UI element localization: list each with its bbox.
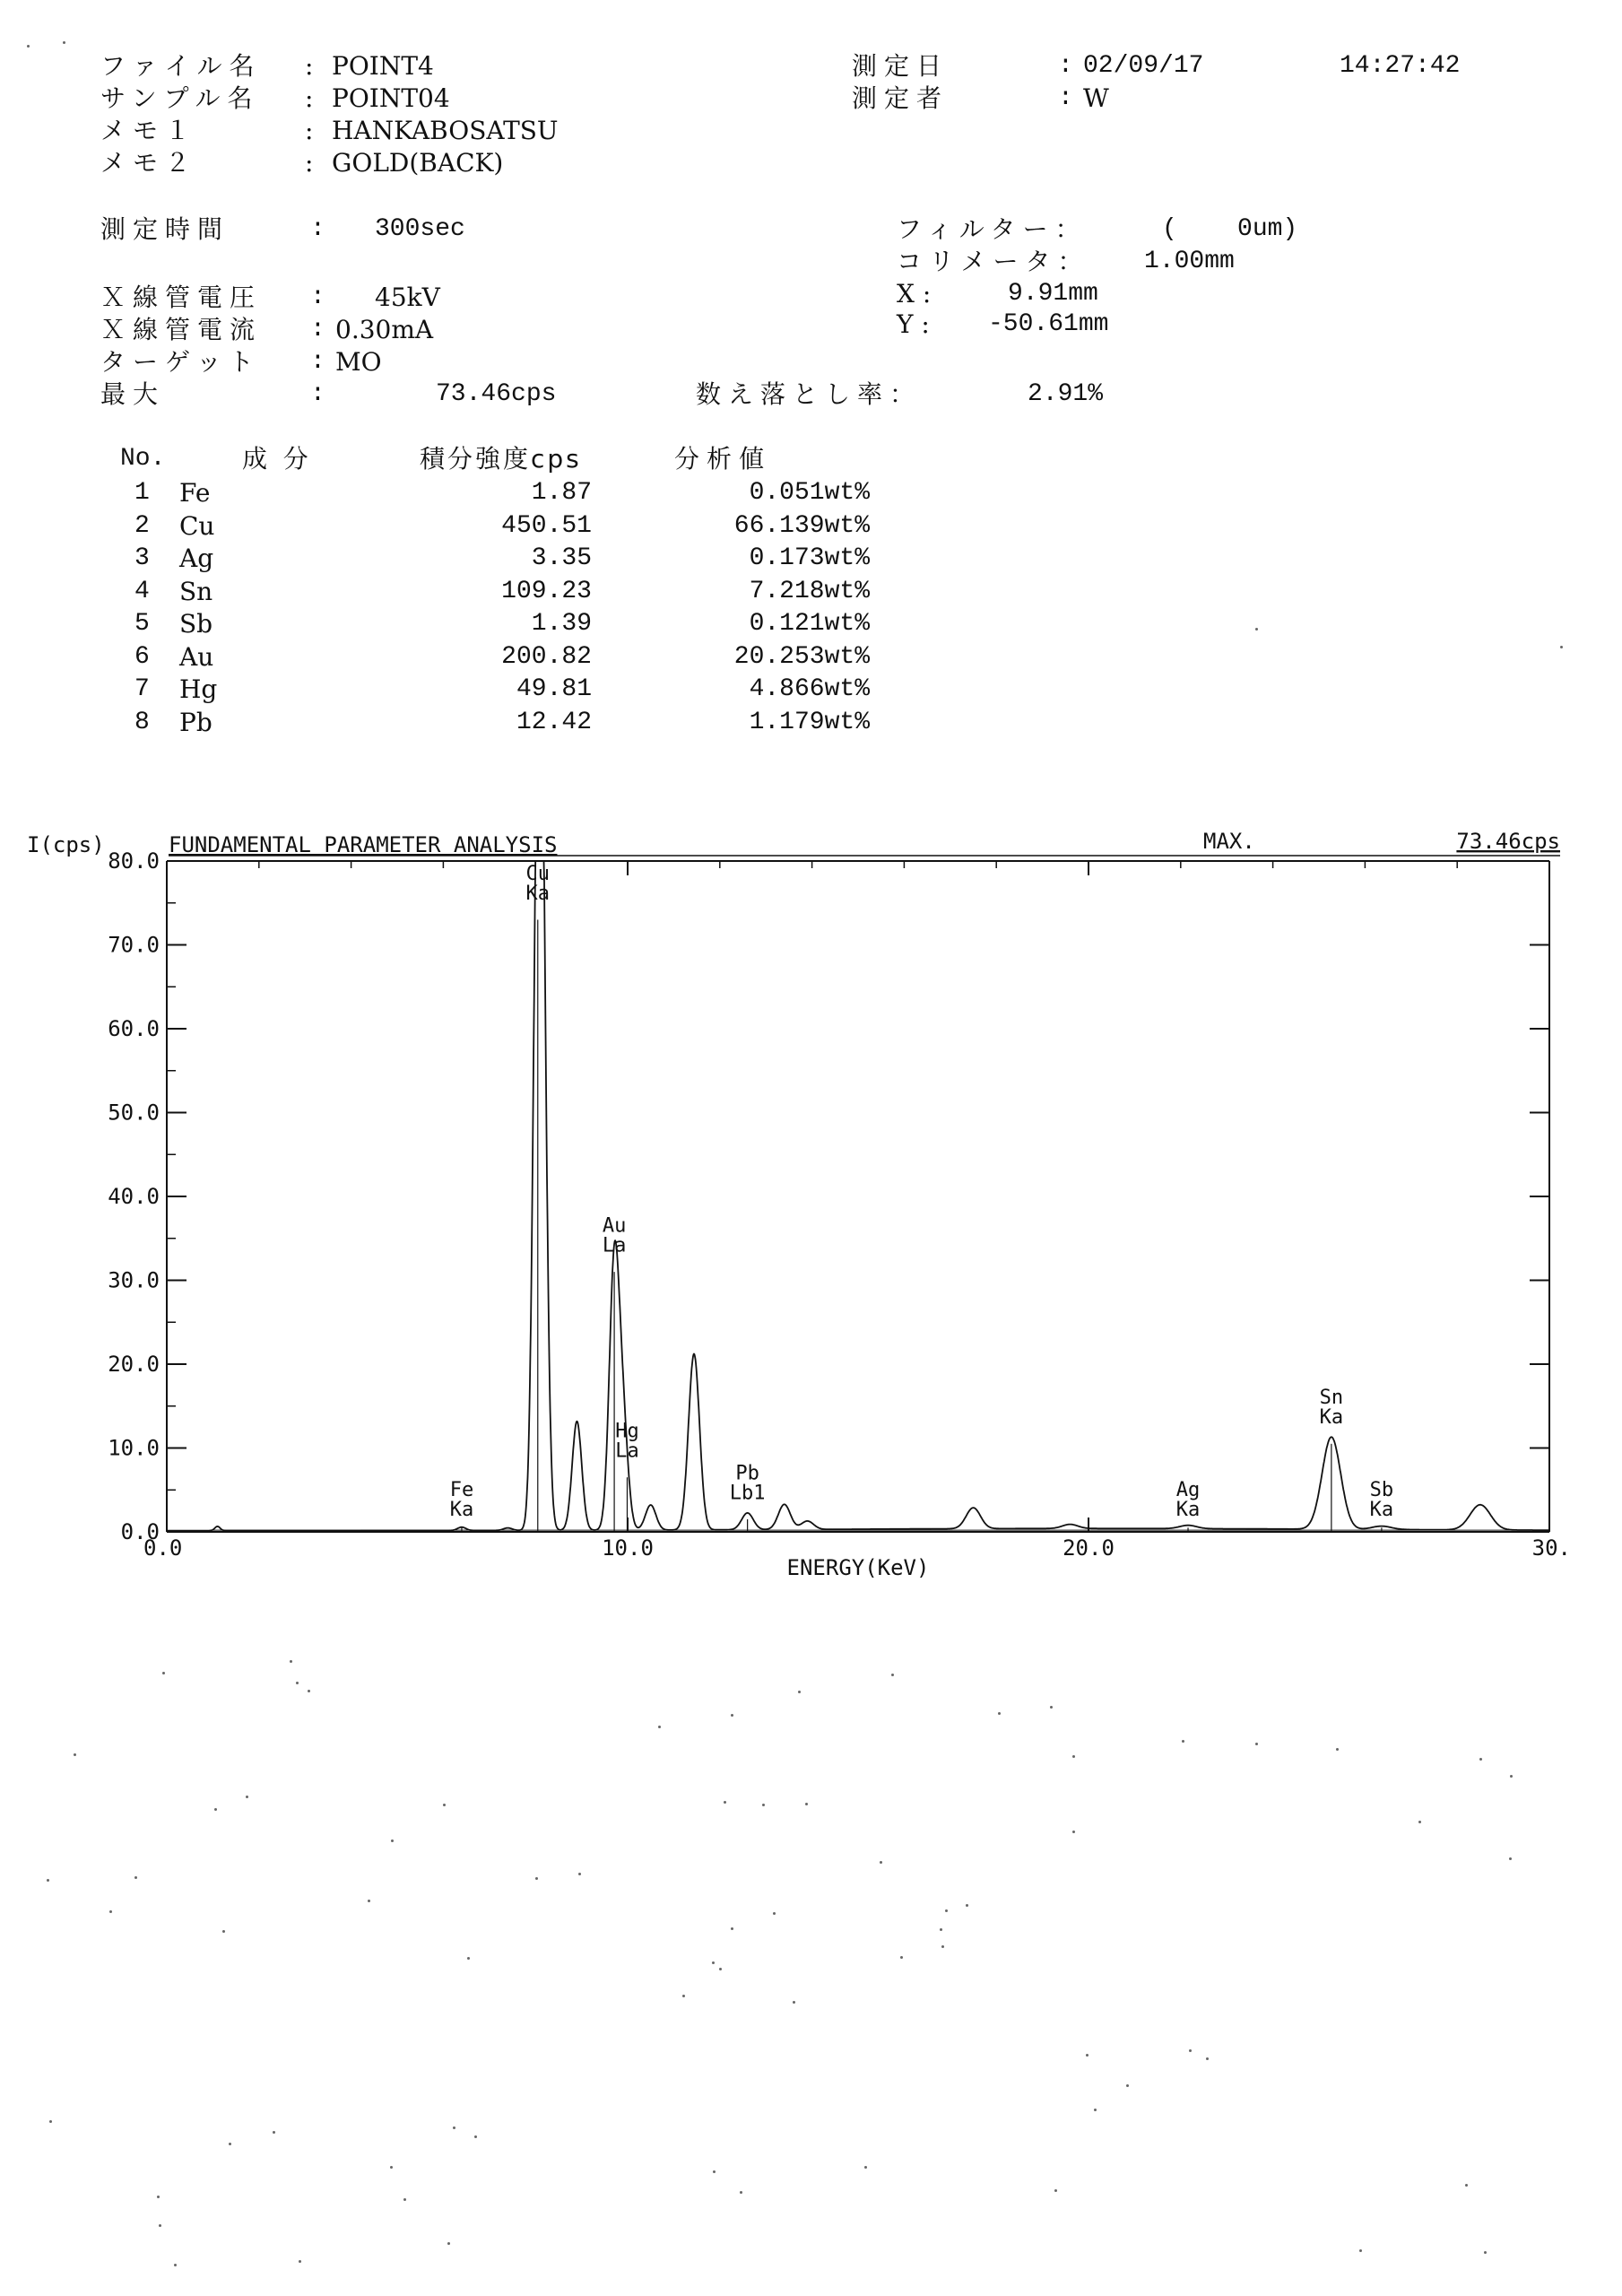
- row-intensity: 49.81: [516, 675, 592, 703]
- scan-speck: [299, 2260, 301, 2263]
- scan-speck: [1510, 1775, 1513, 1778]
- scan-speck: [1560, 646, 1563, 648]
- peak-label-element: Pb: [735, 1462, 759, 1485]
- scan-speck: [390, 2166, 393, 2169]
- peak-label-line: Lb1: [729, 1482, 766, 1505]
- row-value: 4.866wt%: [749, 675, 870, 703]
- scan-speck: [762, 1804, 765, 1806]
- scan-speck: [713, 2170, 716, 2173]
- scan-speck: [731, 1927, 733, 1930]
- scan-speck: [1072, 1755, 1075, 1758]
- scan-speck: [940, 1928, 942, 1931]
- measure-time-value: 300sec: [375, 215, 465, 243]
- peak-label-line: Ka: [449, 1498, 474, 1521]
- y-tick-label: 20.0: [108, 1352, 160, 1377]
- peak-label-line: Ka: [525, 882, 551, 905]
- peak-label-element: Cu: [525, 862, 551, 885]
- filter-value: ( 0um): [1162, 215, 1298, 243]
- scan-speck: [941, 1945, 944, 1948]
- scan-speck: [27, 45, 30, 48]
- row-value: 20.253wt%: [733, 642, 870, 671]
- row-intensity: 3.35: [531, 544, 592, 572]
- scan-speck: [1206, 2057, 1209, 2060]
- scan-speck: [246, 1796, 248, 1798]
- peak-label-line: Ka: [1175, 1498, 1201, 1521]
- scan-speck: [1484, 2251, 1487, 2254]
- scan-speck: [159, 2224, 161, 2227]
- tube-current-colon: :: [310, 316, 325, 344]
- scan-speck: [162, 1672, 165, 1674]
- peak-label-line: Ka: [1369, 1498, 1394, 1521]
- y-tick-label: 60.0: [108, 1016, 160, 1041]
- scan-speck: [214, 1808, 217, 1811]
- scan-speck: [682, 1995, 685, 1997]
- operator-value: W: [1083, 83, 1109, 113]
- scan-speck: [712, 1961, 715, 1964]
- scan-speck: [49, 2120, 52, 2123]
- row-element: Cu: [179, 510, 215, 541]
- dead-time-label: 数え落とし率：: [696, 379, 923, 409]
- scan-speck: [157, 2196, 160, 2198]
- y-tick-label: 40.0: [108, 1184, 160, 1209]
- operator-colon: :: [1058, 84, 1073, 112]
- scan-speck: [535, 1877, 538, 1880]
- row-intensity: 1.87: [531, 479, 592, 507]
- scan-speck: [945, 1909, 948, 1912]
- scan-speck: [805, 1803, 808, 1805]
- scan-speck: [998, 1712, 1001, 1715]
- scan-speck: [453, 2126, 455, 2129]
- scan-speck: [1094, 2109, 1097, 2111]
- scan-speck: [966, 1904, 968, 1907]
- y-tick-label: 50.0: [108, 1100, 160, 1126]
- row-value: 1.179wt%: [749, 708, 870, 736]
- target-label: ターゲット: [100, 347, 261, 377]
- y-axis-label: I(cps): [27, 832, 105, 857]
- time-value: 14:27:42: [1340, 52, 1461, 80]
- y-tick-label: 70.0: [108, 932, 160, 958]
- x-tick-label: 20.0: [1063, 1535, 1115, 1561]
- row-intensity: 109.23: [501, 577, 592, 605]
- dead-time-value: 2.91%: [1028, 380, 1104, 408]
- row-value: 0.051wt%: [749, 479, 870, 507]
- peak-label-element: Sn: [1319, 1387, 1344, 1410]
- scan-speck: [658, 1726, 661, 1728]
- date-value: 02/09/17: [1083, 52, 1204, 80]
- tube-current-label: Ｘ線管電流: [100, 315, 263, 344]
- memo2-value: GOLD(BACK): [332, 148, 504, 178]
- memo2-label: メモ２: [100, 148, 198, 178]
- scan-speck: [719, 1968, 722, 1970]
- x-tick-label: 10.0: [602, 1535, 654, 1561]
- target-colon: :: [310, 348, 325, 376]
- peak-label-element: Fe: [449, 1478, 474, 1501]
- row-no: 4: [134, 577, 150, 605]
- y-position-label: Y :: [897, 309, 930, 339]
- scan-speck: [793, 2001, 795, 2004]
- memo1-colon: :: [305, 116, 314, 145]
- scan-speck: [74, 1753, 76, 1756]
- y-tick-label: 10.0: [108, 1435, 160, 1461]
- scan-speck: [1189, 2049, 1192, 2052]
- scan-speck: [1086, 2054, 1089, 2057]
- col-header-no: No.: [120, 445, 166, 473]
- row-no: 1: [134, 479, 150, 507]
- measure-time-colon: :: [310, 215, 325, 243]
- tube-voltage-label: Ｘ線管電圧: [100, 283, 263, 312]
- y-tick-label: 0.0: [120, 1519, 160, 1544]
- row-element: Hg: [179, 674, 218, 704]
- x-tick-label: 30.: [1531, 1535, 1571, 1561]
- row-element: Ag: [179, 544, 214, 573]
- scan-speck: [1126, 2084, 1129, 2087]
- scan-speck: [1418, 1821, 1421, 1823]
- x-position-label: X :: [897, 279, 932, 309]
- x-tick-label: 0.0: [143, 1535, 183, 1561]
- col-header-value: 分析値: [674, 444, 772, 474]
- scan-speck: [403, 2198, 406, 2201]
- scan-speck: [447, 2242, 450, 2245]
- scan-speck: [229, 2143, 231, 2145]
- scan-speck: [443, 1804, 446, 1806]
- scan-speck: [1359, 2249, 1362, 2252]
- peak-label-element: Au: [602, 1214, 627, 1238]
- filter-label: フィルター：: [897, 214, 1088, 244]
- scan-speck: [1255, 628, 1258, 631]
- scan-speck: [900, 1956, 903, 1959]
- row-intensity: 12.42: [516, 708, 592, 736]
- scan-speck: [368, 1900, 370, 1902]
- scan-speck: [724, 1801, 726, 1804]
- memo2-colon: :: [305, 148, 314, 178]
- scan-speck: [134, 1876, 137, 1879]
- operator-label: 測定者: [852, 83, 950, 113]
- scan-speck: [1054, 2189, 1057, 2192]
- row-intensity: 200.82: [501, 642, 592, 671]
- row-value: 0.173wt%: [749, 544, 870, 572]
- collimator-value: 1.00mm: [1144, 248, 1235, 275]
- target-value: MO: [335, 347, 382, 377]
- scan-speck: [1072, 1831, 1075, 1833]
- memo1-value: HANKABOSATSU: [332, 116, 559, 145]
- scan-speck: [1255, 1743, 1258, 1745]
- tube-current-value: 0.30mA: [335, 315, 434, 344]
- row-no: 8: [134, 708, 150, 736]
- x-position-value: 9.91mm: [1008, 280, 1098, 308]
- row-no: 6: [134, 642, 150, 671]
- row-element: Sn: [179, 576, 213, 606]
- scan-speck: [296, 1682, 299, 1684]
- y-tick-label: 80.0: [108, 848, 160, 874]
- scan-speck: [391, 1839, 394, 1842]
- scan-speck: [174, 2264, 177, 2266]
- scan-speck: [109, 1910, 112, 1913]
- spectrum-line: [167, 861, 1549, 1531]
- row-intensity: 450.51: [501, 511, 592, 540]
- max-value: 73.46cps: [1456, 829, 1560, 854]
- date-colon: :: [1058, 52, 1073, 80]
- row-no: 3: [134, 544, 150, 572]
- row-element: Pb: [179, 707, 213, 737]
- scan-speck: [864, 2166, 867, 2169]
- y-tick-label: 30.0: [108, 1267, 160, 1293]
- row-value: 66.139wt%: [733, 511, 870, 540]
- row-value: 0.121wt%: [749, 610, 870, 638]
- peak-label-element: Ag: [1175, 1478, 1201, 1501]
- peak-label-element: Hg: [615, 1420, 639, 1443]
- sample-name-value: POINT04: [332, 83, 450, 113]
- scan-speck: [47, 1879, 49, 1882]
- file-name-value: POINT4: [332, 51, 434, 81]
- collimator-label: コリメータ：: [897, 247, 1090, 276]
- scan-speck: [222, 1930, 225, 1933]
- peak-label-line: Ka: [1319, 1406, 1344, 1430]
- y-position-value: -50.61mm: [988, 310, 1109, 338]
- scan-speck: [1465, 2184, 1468, 2187]
- scan-speck: [474, 2135, 477, 2138]
- scan-speck: [1479, 1758, 1482, 1761]
- col-header-element: 成 分: [242, 444, 308, 474]
- scan-speck: [798, 1691, 801, 1693]
- sample-name-label: サンプル名: [100, 83, 260, 113]
- memo1-label: メモ１: [100, 116, 198, 145]
- scan-speck: [1182, 1740, 1184, 1743]
- peak-label-line: La: [615, 1439, 639, 1463]
- row-no: 7: [134, 675, 150, 703]
- x-axis-label: ENERGY(KeV): [786, 1555, 930, 1580]
- row-element: Au: [179, 641, 214, 672]
- date-label: 測定日: [852, 51, 950, 81]
- row-value: 7.218wt%: [749, 577, 870, 605]
- file-name-label: ファイル名: [100, 51, 262, 81]
- scan-speck: [273, 2131, 275, 2134]
- peak-label-line: La: [602, 1234, 627, 1257]
- measure-time-label: 測定時間: [100, 214, 230, 244]
- max-label: MAX.: [1203, 829, 1255, 854]
- max-colon: :: [310, 380, 325, 408]
- scan-speck: [290, 1660, 292, 1663]
- scan-speck: [731, 1714, 733, 1717]
- row-no: 2: [134, 511, 150, 540]
- scan-speck: [1050, 1706, 1053, 1709]
- scan-speck: [773, 1912, 776, 1915]
- row-element: Sb: [179, 609, 213, 639]
- scan-speck: [1509, 1857, 1512, 1860]
- scan-speck: [891, 1674, 894, 1676]
- scan-speck: [740, 2191, 742, 2194]
- tube-voltage-value: 45kV: [375, 283, 440, 312]
- tube-voltage-colon: :: [310, 283, 325, 311]
- scan-speck: [63, 41, 65, 44]
- max-value: 73.46cps: [436, 380, 557, 408]
- scan-speck: [1336, 1748, 1339, 1751]
- col-header-intensity: 積分強度cps: [420, 444, 582, 474]
- chart-title: FUNDAMENTAL PARAMETER ANALYSIS: [169, 832, 558, 857]
- row-element: Fe: [179, 478, 211, 508]
- scan-speck: [467, 1957, 470, 1960]
- row-intensity: 1.39: [531, 610, 592, 638]
- max-label: 最大: [100, 379, 166, 409]
- row-no: 5: [134, 610, 150, 638]
- scan-speck: [880, 1861, 882, 1864]
- scan-speck: [578, 1873, 581, 1875]
- sample-name-colon: :: [305, 83, 314, 113]
- scan-speck: [308, 1690, 310, 1692]
- peak-label-element: Sb: [1369, 1478, 1394, 1501]
- file-name-colon: :: [305, 51, 314, 81]
